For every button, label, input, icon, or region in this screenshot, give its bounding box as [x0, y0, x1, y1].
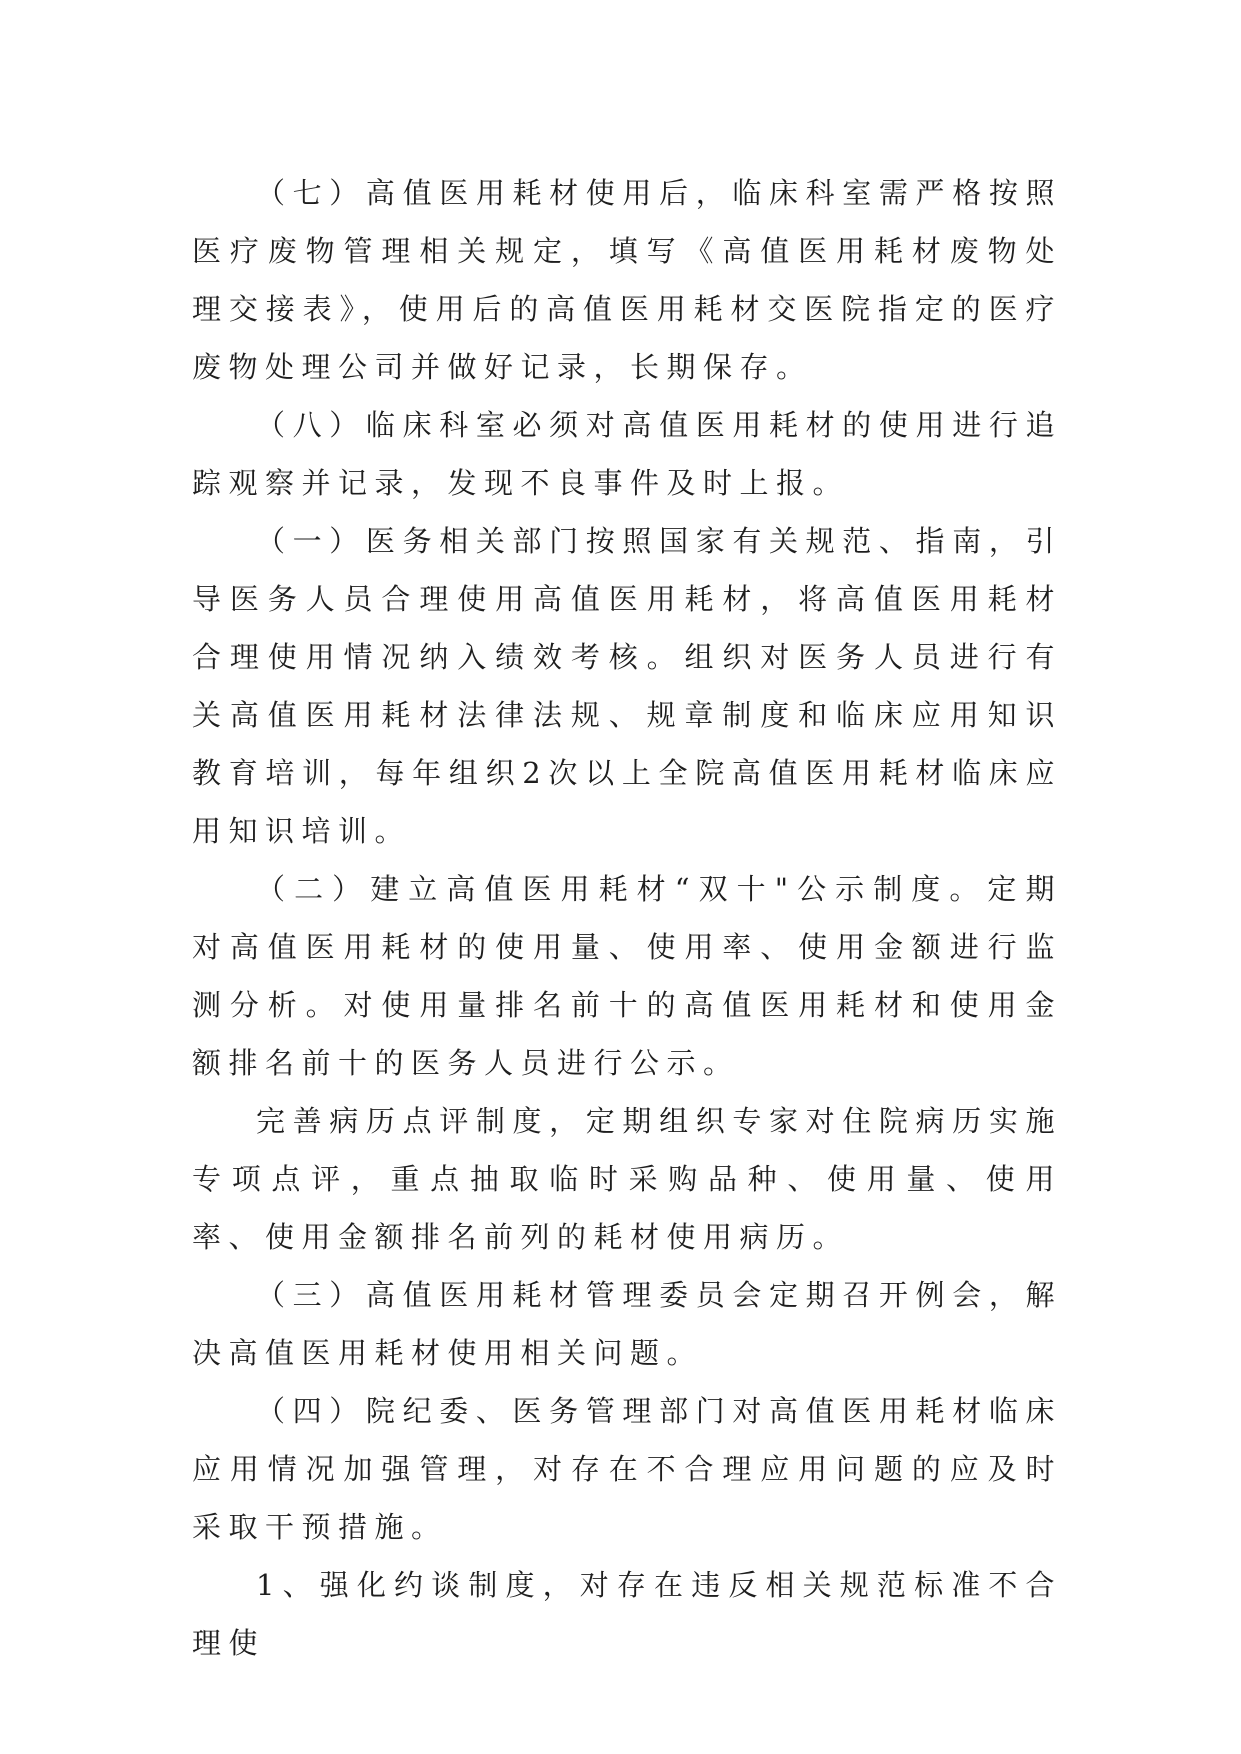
- paragraph-item-eight: （八）临床科室必须对高值医用耗材的使用进行追踪观察并记录，发现不良事件及时上报。: [192, 408, 1062, 500]
- paragraph-item-four: （四）院纪委、医务管理部门对高值医用耗材临床应用情况加强管理，对存在不合理应用问题的应及时采取干预措施。: [192, 1394, 1062, 1544]
- paragraph-item-two: （二）建立高值医用耗材“双十"公示制度。定期对高值医用耗材的使用量、使用率、使用金额进行监测分析。对使用量排名前十的高值医用耗材和使用金额排名前十的医务人员进行公示。: [192, 872, 1062, 1080]
- paragraph-subitem-one: 1、强化约谈制度，对存在违反相关规范标准不合理使: [192, 1568, 1062, 1660]
- paragraph-item-one: （一）医务相关部门按照国家有关规范、指南，引导医务人员合理使用高值医用耗材，将高值医用耗材合理使用情况纳入绩效考核。组织对医务人员进行有关高值医用耗材法律法规、规章制度和临床应用知识教育培训，每年组织2次以上全院高值医用耗材临床应用知识培训。: [192, 524, 1062, 848]
- document-body: [192, 164, 1062, 1672]
- paragraph-medical-record-review: 完善病历点评制度，定期组织专家对住院病历实施专项点评，重点抽取临时采购品种、使用量、使用率、使用金额排名前列的耗材使用病历。: [192, 1104, 1062, 1254]
- paragraph-item-three: （三）高值医用耗材管理委员会定期召开例会，解决高值医用耗材使用相关问题。: [192, 1278, 1062, 1370]
- paragraph-item-seven: （七）高值医用耗材使用后，临床科室需严格按照医疗废物管理相关规定，填写《高值医用耗材废物处理交接表》，使用后的高值医用耗材交医院指定的医疗废物处理公司并做好记录，长期保存。: [192, 176, 1062, 384]
